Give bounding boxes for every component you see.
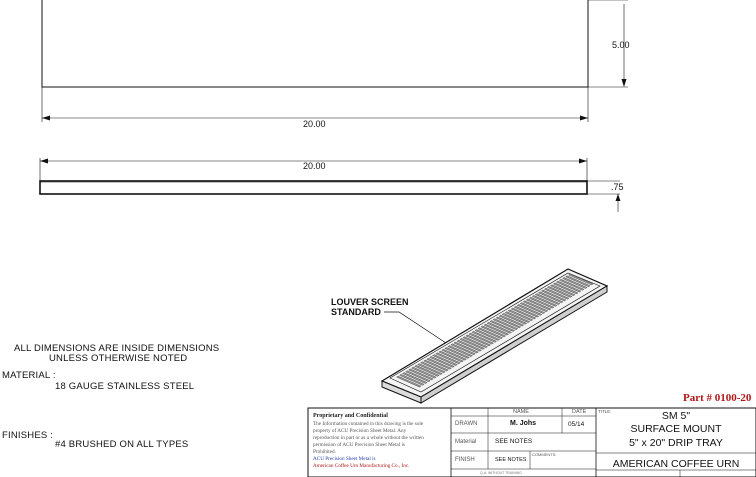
material-row-label: Material	[455, 439, 477, 445]
drawn-date: 05/14	[568, 421, 585, 428]
finishes-value: #4 BRUSHED ON ALL TYPES	[55, 439, 189, 450]
drawn-name: M. Johs	[510, 420, 537, 427]
top-view	[42, 0, 630, 129]
finish-row-value: SEE NOTES	[495, 457, 527, 463]
side-height-dim: .75	[611, 182, 624, 192]
company-line-1: ACU Precision Sheet Metal is	[313, 456, 376, 462]
side-view	[40, 158, 624, 212]
top-height-dim: 5.00	[612, 40, 630, 50]
callout-line1: LOUVER SCREEN	[331, 297, 409, 307]
dimension-note-line2: UNLESS OTHERWISE NOTED	[49, 353, 188, 364]
part-number: Part # 0100-20	[683, 392, 752, 404]
isometric-drip-tray	[382, 269, 607, 403]
col-name-header: NAME	[513, 409, 529, 415]
company-line-2: American Coffee Urn Manufacturing Co., Inc.	[313, 463, 410, 469]
callout-leader	[384, 312, 446, 343]
proprietary-text-1: The Information contained in this drawing is the sole	[313, 421, 424, 427]
footer-small: Q.A. WITHOUT TRAINING	[480, 471, 522, 475]
proprietary-text-2: property of ACU Precision Sheet Metal. Any	[313, 428, 407, 434]
top-width-dim: 20.00	[303, 119, 326, 129]
side-view-outline	[40, 181, 587, 194]
proprietary-title: Proprietary and Confidential	[313, 413, 388, 419]
material-row-value: SEE NOTES	[495, 438, 533, 445]
title-line3: 5" x 20" DRIP TRAY	[629, 437, 723, 449]
dimension-note-line1: ALL DIMENSIONS ARE INSIDE DIMENSIONS	[14, 343, 220, 354]
title-line2: SURFACE MOUNT	[630, 423, 722, 435]
side-width-dim: 20.00	[303, 161, 326, 171]
proprietary-text-4: permission of ACU Precision Sheet Metal is	[313, 442, 405, 448]
material-value: 18 GAUGE STAINLESS STEEL	[55, 381, 195, 392]
finish-row-label: FINISH	[455, 457, 475, 463]
material-label: MATERIAL :	[2, 370, 56, 381]
title-label: TITLE:	[598, 409, 612, 414]
col-date-header: DATE	[572, 409, 587, 415]
customer-name: AMERICAN COFFEE URN	[612, 458, 740, 470]
title-line1: SM 5"	[661, 410, 691, 422]
proprietary-text-3: reproduction in part or as a whole without the written	[313, 435, 424, 441]
drawn-label: DRAWN	[455, 421, 478, 427]
proprietary-text-5: Prohibited.	[313, 449, 336, 455]
callout-line2: STANDARD	[331, 307, 381, 317]
finishes-label: FINISHES :	[2, 430, 54, 441]
comments-label: COMMENTS:	[532, 452, 557, 457]
top-view-outline	[42, 0, 588, 87]
